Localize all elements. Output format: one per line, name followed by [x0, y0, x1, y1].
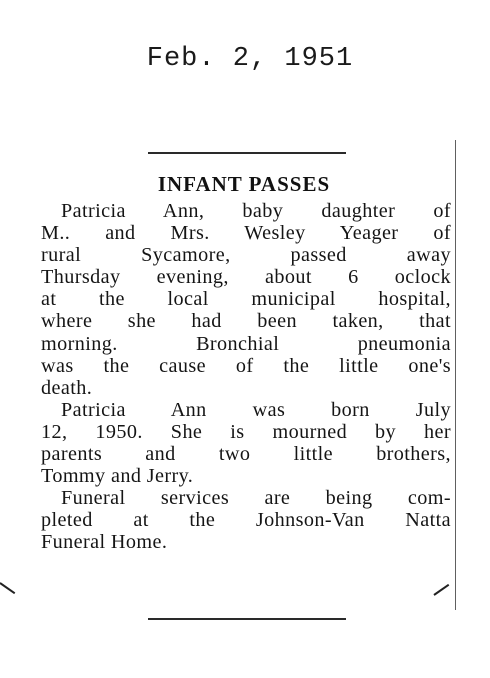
- text-line: rural Sycamore, passed away: [41, 244, 451, 267]
- paragraph-2: [41, 399, 451, 487]
- text-line: morning. Bronchial pneumonia: [41, 332, 451, 355]
- text-line: Tommy and Jerry.: [41, 465, 194, 488]
- date-stamp: Feb. 2, 1951: [146, 44, 354, 74]
- text-line: where she had been taken, that: [41, 310, 451, 333]
- text-line: Patricia Ann, baby daughter of: [61, 200, 451, 222]
- text-line: Funeral services are being com-: [61, 487, 451, 510]
- article-body: [41, 200, 451, 554]
- headline: INFANT PASSES: [157, 172, 331, 196]
- text-line: death.: [41, 376, 93, 399]
- crop-mark-right: [433, 584, 449, 596]
- paragraph-1: [41, 200, 451, 399]
- text-line: Thursday evening, about 6 oclock: [41, 266, 451, 289]
- text-line: parents and two little brothers,: [41, 443, 451, 466]
- paragraph-3: [41, 487, 451, 553]
- crop-mark-left: [0, 582, 15, 594]
- text-line: M.. and Mrs. Wesley Yeager of: [41, 222, 451, 245]
- text-line: at the local municipal hospital,: [41, 288, 451, 311]
- text-line: Patricia Ann was born July: [61, 398, 451, 421]
- top-rule: [148, 152, 346, 154]
- text-line: Funeral Home.: [41, 531, 168, 554]
- bottom-rule: [148, 618, 346, 620]
- text-line: was the cause of the little one's: [41, 354, 451, 377]
- edge-line: [455, 140, 456, 610]
- text-line: 12, 1950. She is mourned by her: [41, 420, 451, 443]
- text-line: pleted at the Johnson-Van Natta: [41, 509, 451, 532]
